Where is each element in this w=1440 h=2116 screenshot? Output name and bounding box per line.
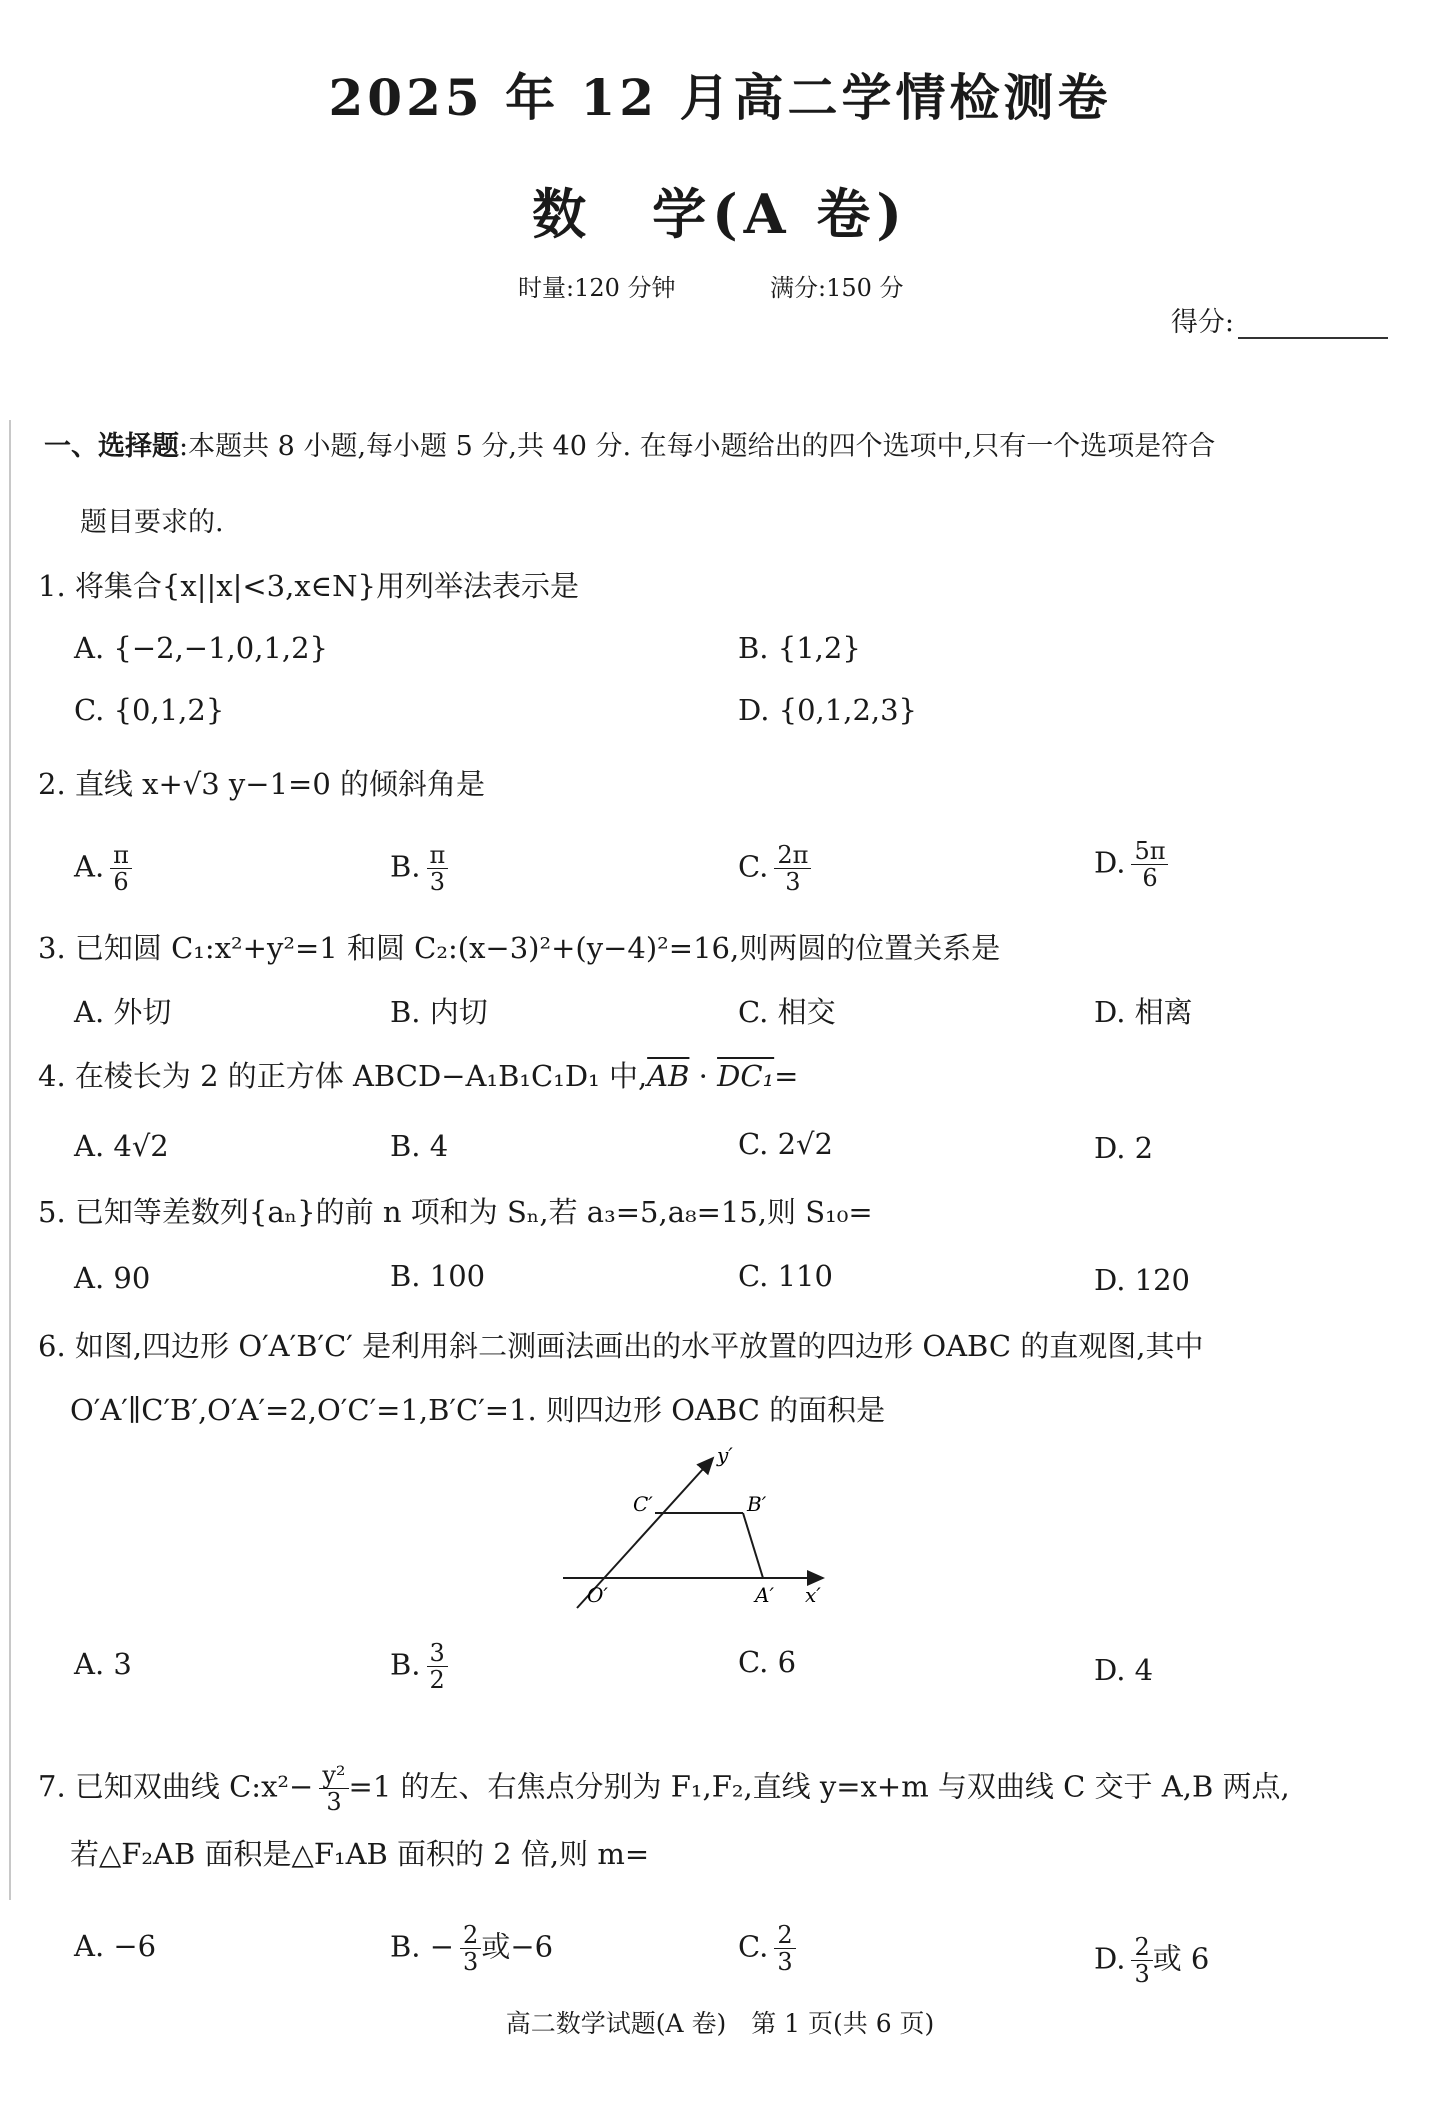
binding-margin-line (9, 420, 11, 1900)
segment-b-a (743, 1513, 763, 1578)
score-blank (1238, 311, 1388, 339)
question-4-option-b: B. 4 (390, 1129, 449, 1163)
label-x-axis: x′ (805, 1583, 821, 1607)
question-6-option-a: A. 3 (74, 1647, 132, 1681)
label-a: A′ (755, 1583, 774, 1607)
fraction: $\frac{\text{y²}}{3}$ (319, 1762, 348, 1815)
question-5-option-c: C. 110 (738, 1259, 833, 1293)
question-5-stem: 5. 已知等差数列{aₙ}的前 n 项和为 Sₙ,若 a₃=5,a₈=15,则 S₁₀= (38, 1195, 873, 1229)
label-b: B′ (747, 1492, 767, 1516)
question-1-option-b: B. {1,2} (738, 631, 861, 665)
question-4-option-d: D. 2 (1094, 1131, 1154, 1165)
question-6-stem: 6. 如图,四边形 O′A′B′C′ 是利用斜二测画法画出的水平放置的四边形 OABC 的直观图,其中 (38, 1329, 1204, 1363)
question-1-option-c: C. {0,1,2} (74, 693, 225, 727)
question-2-option-a: A. $\frac{\pi}{6}$ (74, 842, 132, 895)
question-1-stem: 1. 将集合{x||x|<3,x∈N}用列举法表示是 (38, 569, 579, 603)
fraction: $\frac{3}{2}$ (427, 1640, 448, 1693)
question-6-option-d: D. 4 (1094, 1653, 1154, 1687)
score-field (1171, 300, 1388, 339)
question-7-option-a: A. −6 (74, 1929, 157, 1963)
question-6-stem-cont: O′A′∥C′B′,O′A′=2,O′C′=1,B′C′=1. 则四边形 OABC 的面积是 (70, 1393, 886, 1427)
question-3-option-a: A. 外切 (74, 995, 172, 1029)
question-7-stem: 7. 已知双曲线 C:x²− $\frac{\text{y²}}{3}$ =1 的左、右焦点分别为 F₁,F₂,直线 y=x+m 与双曲线 C 交于 A,B 两点, (38, 1761, 1290, 1816)
question-1-option-d: D. {0,1,2,3} (738, 693, 918, 727)
question-7-stem-cont: 若△F₂AB 面积是△F₁AB 面积的 2 倍,则 m= (70, 1837, 650, 1871)
fraction: $\frac{2}{3}$ (1131, 1934, 1152, 1987)
vector-dc1: DC₁ (717, 1059, 775, 1093)
fraction: $\frac{\pi}{3}$ (427, 842, 449, 895)
question-4-stem: 4. 在棱长为 2 的正方体 ABCD−A₁B₁C₁D₁ 中$,\overline{AB} \cdot DC_1=$ (38, 1059, 799, 1093)
question-3-option-c: C. 相交 (738, 995, 836, 1029)
fraction: $\frac{2}{3}$ (774, 1922, 795, 1975)
section-intro (44, 430, 1215, 464)
fraction: $\frac{\pi}{6}$ (110, 842, 132, 895)
full-score: 满分:150 分 (770, 274, 904, 302)
fraction: $\frac{2}{3}$ (460, 1922, 481, 1975)
question-7-option-b: B. − $\frac{2}{3}$ 或−6 (390, 1921, 554, 1976)
section-instructions: :本题共 8 小题,每小题 5 分,共 40 分. 在每小题给出的四个选项中,只有一个选项是符合 (179, 431, 1216, 462)
question-4-option-a: A. 4√2 (74, 1129, 169, 1163)
question-5-option-b: B. 100 (390, 1259, 486, 1293)
page-footer: 高二数学试题(A 卷) 第 1 页(共 6 页) (505, 2009, 935, 2038)
time-limit: 时量:120 分钟 (518, 274, 676, 302)
label-c: C′ (633, 1492, 653, 1516)
question-5-option-d: D. 120 (1094, 1263, 1191, 1297)
question-6-option-b: B. $\frac{3}{2}$ (390, 1640, 448, 1693)
question-3-option-b: B. 内切 (390, 995, 488, 1029)
question-2-option-d: D. $\frac{5\pi}{6}$ (1094, 838, 1168, 891)
question-1-option-a: A. {−2,−1,0,1,2} (74, 631, 329, 665)
question-3-stem: 3. 已知圆 C₁:x²+y²=1 和圆 C₂:(x−3)²+(y−4)²=16,则两圆的位置关系是 (38, 931, 1001, 965)
question-4-option-c: C. 2√2 (738, 1127, 833, 1161)
question-2-option-b: B. $\frac{\pi}{3}$ (390, 842, 448, 895)
vector-ab: $\overline{AB}$ (647, 1059, 690, 1093)
question-2-option-c: C. $\frac{2\pi}{3}$ (738, 842, 811, 895)
question-5-option-a: A. 90 (74, 1261, 151, 1295)
section-heading: 一、选择题 (44, 431, 179, 462)
label-o: O′ (587, 1583, 608, 1607)
oblique-projection-figure (555, 1440, 845, 1610)
question-6-option-c: C. 6 (738, 1645, 797, 1679)
exam-title: 2025 年 12 月高二学情检测卷 (328, 68, 1112, 127)
label-y-axis: y′ (717, 1443, 733, 1467)
question-2-stem: 2. 直线 x+√3 y−1=0 的倾斜角是 (38, 767, 486, 801)
question-7-option-c: C. $\frac{2}{3}$ (738, 1922, 796, 1975)
section-instructions-cont: 题目要求的. (80, 507, 224, 538)
subject-title: 数 学(A 卷) (532, 182, 908, 246)
question-3-option-d: D. 相离 (1094, 995, 1193, 1029)
fraction: $\frac{2\pi}{3}$ (774, 842, 811, 895)
question-7-option-d: D. $\frac{2}{3}$ 或 6 (1094, 1933, 1210, 1988)
score-label: 得分: (1170, 307, 1234, 338)
fraction: $\frac{5\pi}{6}$ (1131, 838, 1168, 891)
